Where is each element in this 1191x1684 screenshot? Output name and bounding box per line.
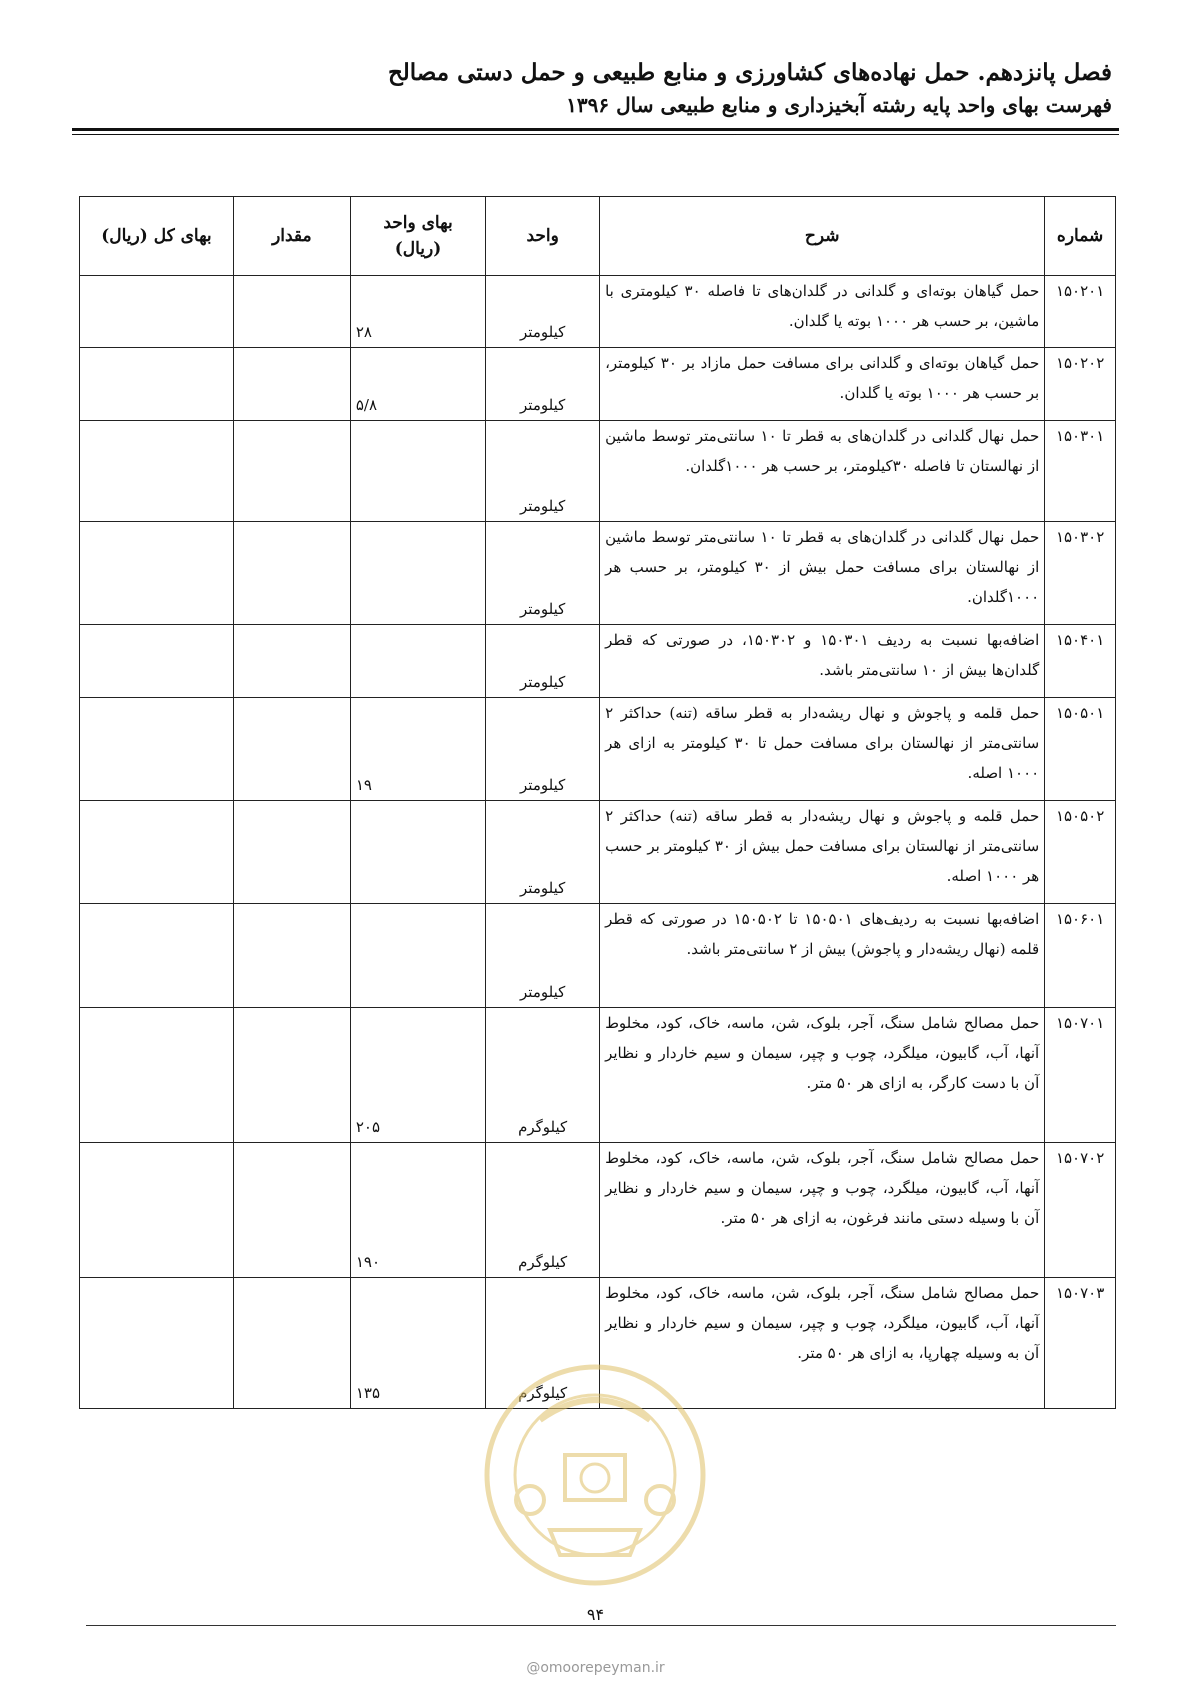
page-number-text: ۹۴ xyxy=(579,1605,612,1624)
table-header-row xyxy=(80,197,1116,276)
table-row xyxy=(80,348,1116,421)
item-quantity xyxy=(233,421,350,522)
chapter-title: فصل پانزدهم. حمل نهاده‌های کشاورزی و منابع طبیعی و حمل دستی مصالح xyxy=(387,59,1112,86)
page-number xyxy=(0,1605,1191,1624)
item-code: ۱۵۰۳۰۱ xyxy=(1045,421,1116,522)
item-unit: کیلومتر xyxy=(486,522,600,625)
item-total-price xyxy=(80,276,234,348)
item-quantity xyxy=(233,801,350,904)
item-quantity xyxy=(233,276,350,348)
item-code: ۱۵۰۲۰۱ xyxy=(1045,276,1116,348)
item-unit-price xyxy=(350,522,485,625)
item-total-price xyxy=(80,522,234,625)
header-unit-price xyxy=(350,197,485,276)
item-description: حمل مصالح شامل سنگ، آجر، بلوک، شن، ماسه، خاک، کود، مخلوط آنها، آب، گابیون، میلگرد، چوب و چپر، سیمان و سیم خاردار و نظایر آن به وسیله چهارپا، به ازای هر ۵۰ متر. xyxy=(600,1278,1045,1409)
item-code: ۱۵۰۵۰۲ xyxy=(1045,801,1116,904)
website-watermark: @omoorepeyman.ir xyxy=(526,1660,665,1676)
header-unit: واحد xyxy=(486,197,600,276)
item-total-price xyxy=(80,698,234,801)
page-header xyxy=(62,56,1112,120)
item-total-price xyxy=(80,1143,234,1278)
item-unit: کیلومتر xyxy=(486,276,600,348)
header-unit-price-currency: (ریال) xyxy=(394,239,442,259)
header-rule-thin xyxy=(72,134,1119,135)
item-quantity xyxy=(233,625,350,698)
table-row xyxy=(80,522,1116,625)
item-unit: کیلومتر xyxy=(486,421,600,522)
item-total-price xyxy=(80,348,234,421)
document-title: فهرست بهای واحد پایه رشته آبخیزداری و منابع طبیعی سال ۱۳۹۶ xyxy=(566,93,1112,117)
table-row xyxy=(80,1143,1116,1278)
item-unit-price: ۵/۸ xyxy=(350,348,485,421)
item-total-price xyxy=(80,1008,234,1143)
item-description: اضافه‌بها نسبت به ردیف ۱۵۰۳۰۱ و ۱۵۰۳۰۲، در صورتی که قطر گلدان‌ها بیش از ۱۰ سانتی‌متر باشد. xyxy=(600,625,1045,698)
item-total-price xyxy=(80,904,234,1008)
item-unit-price xyxy=(350,801,485,904)
table-row xyxy=(80,801,1116,904)
item-description: حمل مصالح شامل سنگ، آجر، بلوک، شن، ماسه، خاک، کود، مخلوط آنها، آب، گابیون، میلگرد، چوب و چپر، سیمان و سیم خاردار و نظایر آن با وسیله دستی مانند فرغون، به ازای هر ۵۰ متر. xyxy=(600,1143,1045,1278)
item-code: ۱۵۰۷۰۱ xyxy=(1045,1008,1116,1143)
item-unit: کیلوگرم xyxy=(486,1143,600,1278)
item-unit-price xyxy=(350,904,485,1008)
table-row xyxy=(80,698,1116,801)
item-unit-price xyxy=(350,625,485,698)
item-quantity xyxy=(233,1278,350,1409)
item-description: حمل نهال گلدانی در گلدان‌های به قطر تا ۱۰ سانتی‌متر توسط ماشین از نهالستان تا فاصله ۳۰کیلومتر، بر حسب هر ۱۰۰۰گلدان. xyxy=(600,421,1045,522)
item-code: ۱۵۰۷۰۲ xyxy=(1045,1143,1116,1278)
header-total-price: بهای کل (ریال) xyxy=(80,197,234,276)
item-unit: کیلوگرم xyxy=(486,1008,600,1143)
header-quantity: مقدار xyxy=(233,197,350,276)
item-quantity xyxy=(233,348,350,421)
item-description: حمل گیاهان بوته‌ای و گلدانی در گلدان‌های تا فاصله ۳۰ کیلومتری با ماشین، بر حسب هر ۱۰۰۰ بوته یا گلدان. xyxy=(600,276,1045,348)
item-total-price xyxy=(80,625,234,698)
item-description: حمل نهال گلدانی در گلدان‌های به قطر تا ۱۰ سانتی‌متر توسط ماشین از نهالستان برای مسافت حمل بیش از ۳۰ کیلومتر، بر حسب هر ۱۰۰۰گلدان. xyxy=(600,522,1045,625)
item-unit-price: ۱۳۵ xyxy=(350,1278,485,1409)
item-unit-price: ۲۰۵ xyxy=(350,1008,485,1143)
item-quantity xyxy=(233,1143,350,1278)
price-list-table xyxy=(79,196,1116,1409)
item-unit: کیلومتر xyxy=(486,904,600,1008)
item-code: ۱۵۰۵۰۱ xyxy=(1045,698,1116,801)
item-unit: کیلومتر xyxy=(486,625,600,698)
item-unit-price: ۲۸ xyxy=(350,276,485,348)
table-row xyxy=(80,904,1116,1008)
item-unit-price: ۱۹۰ xyxy=(350,1143,485,1278)
item-description: اضافه‌بها نسبت به ردیف‌های ۱۵۰۵۰۱ تا ۱۵۰۵۰۲ در صورتی که قطر قلمه (نهال ریشه‌دار و پاجوش) بیش از ۲ سانتی‌متر باشد. xyxy=(600,904,1045,1008)
item-unit: کیلومتر xyxy=(486,348,600,421)
table-row xyxy=(80,625,1116,698)
item-code: ۱۵۰۶۰۱ xyxy=(1045,904,1116,1008)
item-quantity xyxy=(233,904,350,1008)
header-description: شرح xyxy=(600,197,1045,276)
item-unit: کیلومتر xyxy=(486,698,600,801)
table-row xyxy=(80,1008,1116,1143)
official-seal-stamp xyxy=(480,1360,710,1590)
item-unit-price: ۱۹ xyxy=(350,698,485,801)
item-total-price xyxy=(80,801,234,904)
item-quantity xyxy=(233,522,350,625)
item-total-price xyxy=(80,1278,234,1409)
header-code: شماره xyxy=(1045,197,1116,276)
item-quantity xyxy=(233,698,350,801)
item-description: حمل قلمه و پاجوش و نهال ریشه‌دار به قطر ساقه (تنه) حداکثر ۲ سانتی‌متر از نهالستان برای مسافت حمل بیش از ۳۰ کیلومتر بر حسب هر ۱۰۰۰ اصله. xyxy=(600,801,1045,904)
item-total-price xyxy=(80,421,234,522)
header-unit-price-label: بهای واحد xyxy=(383,213,453,233)
item-description: حمل قلمه و پاجوش و نهال ریشه‌دار به قطر ساقه (تنه) حداکثر ۲ سانتی‌متر از نهالستان برای مسافت حمل تا ۳۰ کیلومتر به ازای هر ۱۰۰۰ اصله. xyxy=(600,698,1045,801)
item-description: حمل مصالح شامل سنگ، آجر، بلوک، شن، ماسه، خاک، کود، مخلوط آنها، آب، گابیون، میلگرد، چوب و چپر، سیمان و سیم خاردار و نظایر آن با دست کارگر، به ازای هر ۵۰ متر. xyxy=(600,1008,1045,1143)
item-quantity xyxy=(233,1008,350,1143)
table-row xyxy=(80,421,1116,522)
item-code: ۱۵۰۴۰۱ xyxy=(1045,625,1116,698)
item-unit-price xyxy=(350,421,485,522)
table-row xyxy=(80,276,1116,348)
item-code: ۱۵۰۳۰۲ xyxy=(1045,522,1116,625)
item-code: ۱۵۰۷۰۳ xyxy=(1045,1278,1116,1409)
item-description: حمل گیاهان بوته‌ای و گلدانی برای مسافت حمل مازاد بر ۳۰ کیلومتر، بر حسب هر ۱۰۰۰ بوته یا گلدان. xyxy=(600,348,1045,421)
item-code: ۱۵۰۲۰۲ xyxy=(1045,348,1116,421)
header-rule-thick xyxy=(72,128,1119,131)
item-unit: کیلومتر xyxy=(486,801,600,904)
footer-rule xyxy=(86,1625,1116,1626)
item-unit: کیلوگرم xyxy=(486,1278,600,1409)
